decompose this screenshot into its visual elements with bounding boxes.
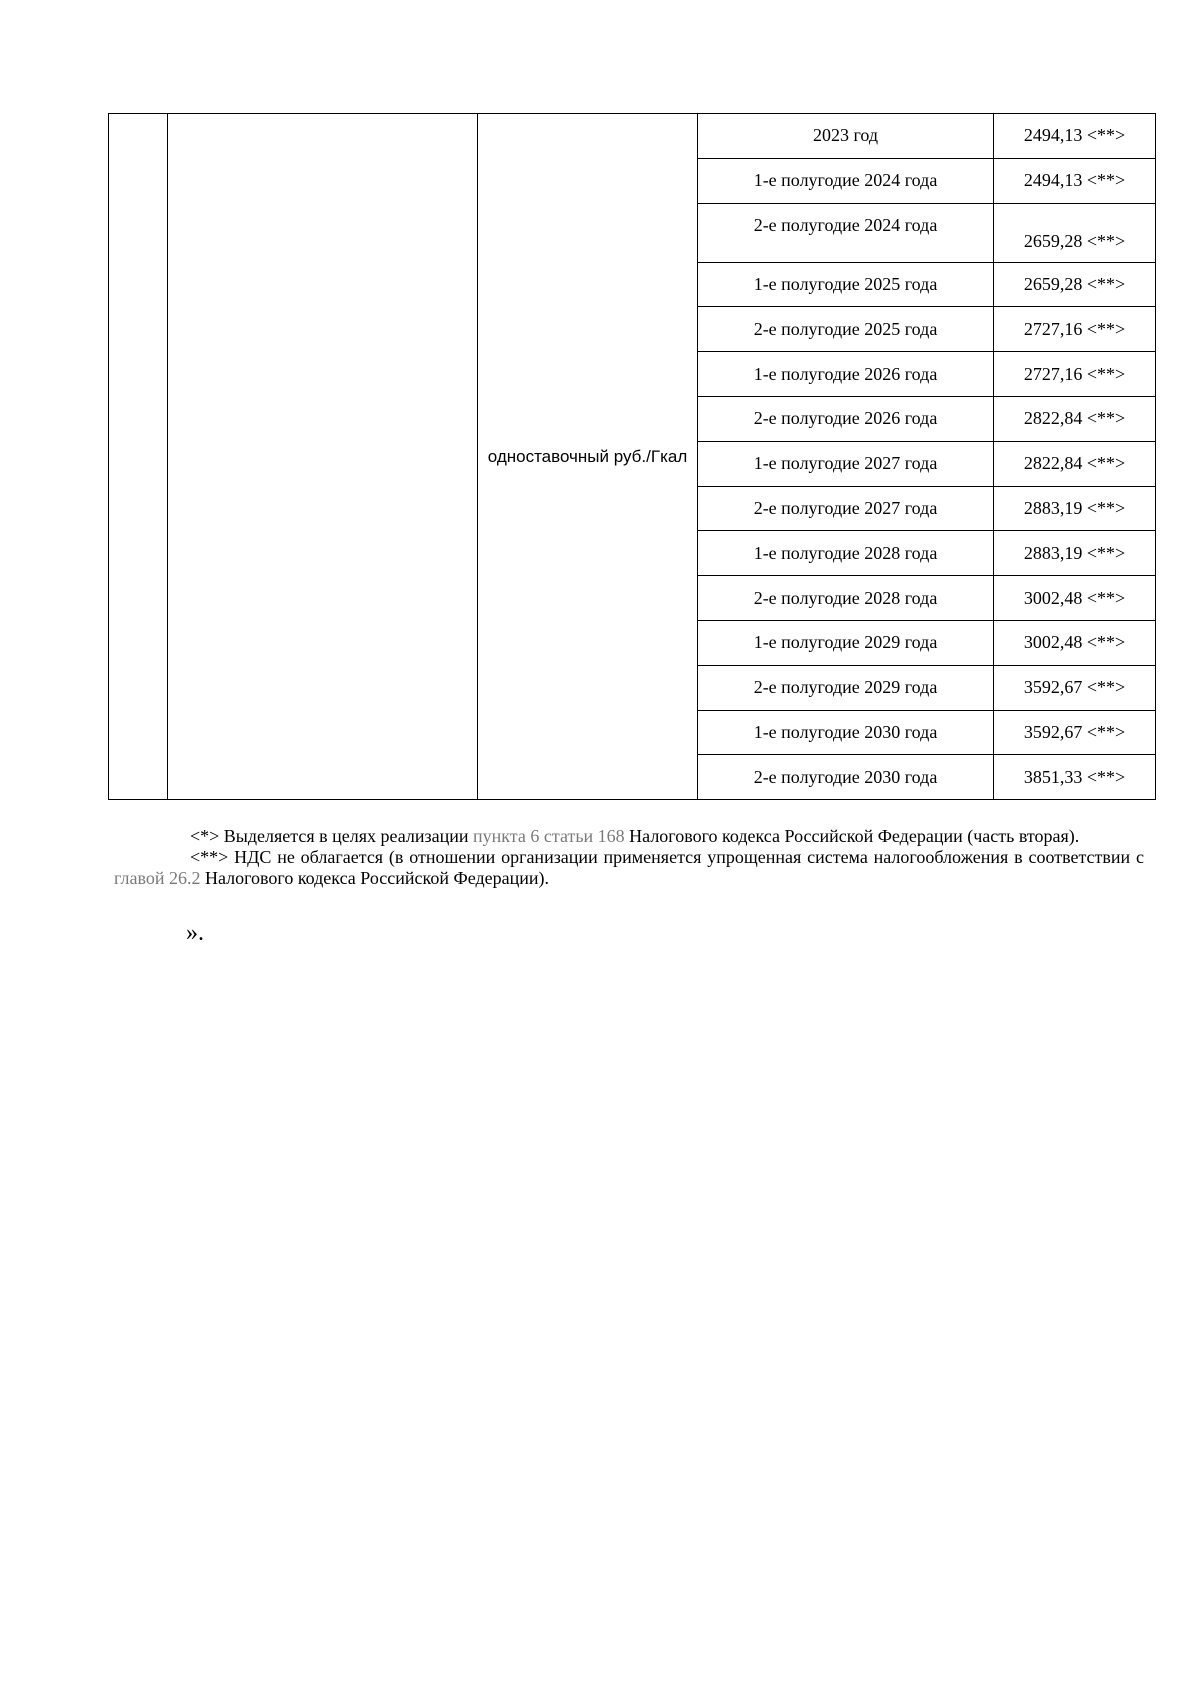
- period-cell: 2-е полугодие 2030 года: [698, 755, 994, 800]
- period-cell: 1-е полугодие 2027 года: [698, 441, 994, 486]
- tariff-value-cell: 3592,67 <**>: [994, 665, 1156, 710]
- tax-code-article-link[interactable]: пункта 6 статьи 168: [473, 826, 625, 846]
- tariff-value-cell: 2727,16 <**>: [994, 307, 1156, 352]
- footnote-vat-allocation: [114, 826, 1144, 847]
- tariff-value-cell: 3592,67 <**>: [994, 710, 1156, 755]
- tariff-value-cell: 2883,19 <**>: [994, 486, 1156, 531]
- period-cell: 1-е полугодие 2029 года: [698, 620, 994, 665]
- period-cell: 2-е полугодие 2025 года: [698, 307, 994, 352]
- period-cell: 1-е полугодие 2030 года: [698, 710, 994, 755]
- period-cell: 1-е полугодие 2026 года: [698, 352, 994, 397]
- tariff-value-cell: 2883,19 <**>: [994, 531, 1156, 576]
- period-cell: 2023 год: [698, 114, 994, 159]
- footnote-text: Налогового кодекса Российской Федерации).: [200, 868, 549, 888]
- tariff-value-cell: 3002,48 <**>: [994, 620, 1156, 665]
- tariff-value-cell: 2494,13 <**>: [994, 114, 1156, 159]
- tariff-value-cell: 2727,16 <**>: [994, 352, 1156, 397]
- closing-quote-mark: ».: [186, 920, 204, 946]
- tariff-value-cell: 2659,28 <**>: [994, 262, 1156, 307]
- tariff-value-cell: 2822,84 <**>: [994, 396, 1156, 441]
- tariff-type-cell: одноставочный руб./Гкал: [478, 114, 698, 800]
- tariff-value-cell: 2659,28 <**>: [994, 203, 1156, 262]
- tariff-value-cell: 2494,13 <**>: [994, 158, 1156, 203]
- period-cell: 2-е полугодие 2029 года: [698, 665, 994, 710]
- footnote-text: <*> Выделяется в целях реализации: [190, 826, 474, 846]
- row-number-cell: [109, 114, 168, 800]
- tariff-value-cell: 2822,84 <**>: [994, 441, 1156, 486]
- period-cell: 1-е полугодие 2028 года: [698, 531, 994, 576]
- period-cell: 2-е полугодие 2027 года: [698, 486, 994, 531]
- tariff-value-cell: 3002,48 <**>: [994, 576, 1156, 621]
- footnote-text: Налогового кодекса Российской Федерации (часть вторая).: [624, 826, 1080, 846]
- footnote-text: <**> НДС не облагается (в отношении организации применяется упрощенная система налогообложения в соответствии с: [190, 847, 1144, 867]
- period-cell: 2-е полугодие 2024 года: [698, 203, 994, 262]
- period-cell: 2-е полугодие 2028 года: [698, 576, 994, 621]
- tariff-table-body: [109, 114, 1156, 800]
- footnotes: [114, 826, 1144, 889]
- tariff-value-cell: 3851,33 <**>: [994, 755, 1156, 800]
- tariff-table: [108, 113, 1156, 800]
- footnote-vat-exempt: [114, 847, 1144, 889]
- table-row: [109, 114, 1156, 159]
- period-cell: 1-е полугодие 2025 года: [698, 262, 994, 307]
- period-cell: 2-е полугодие 2026 года: [698, 396, 994, 441]
- period-cell: 1-е полугодие 2024 года: [698, 158, 994, 203]
- tax-code-chapter-link[interactable]: главой 26.2: [114, 868, 201, 888]
- organization-cell: [168, 114, 478, 800]
